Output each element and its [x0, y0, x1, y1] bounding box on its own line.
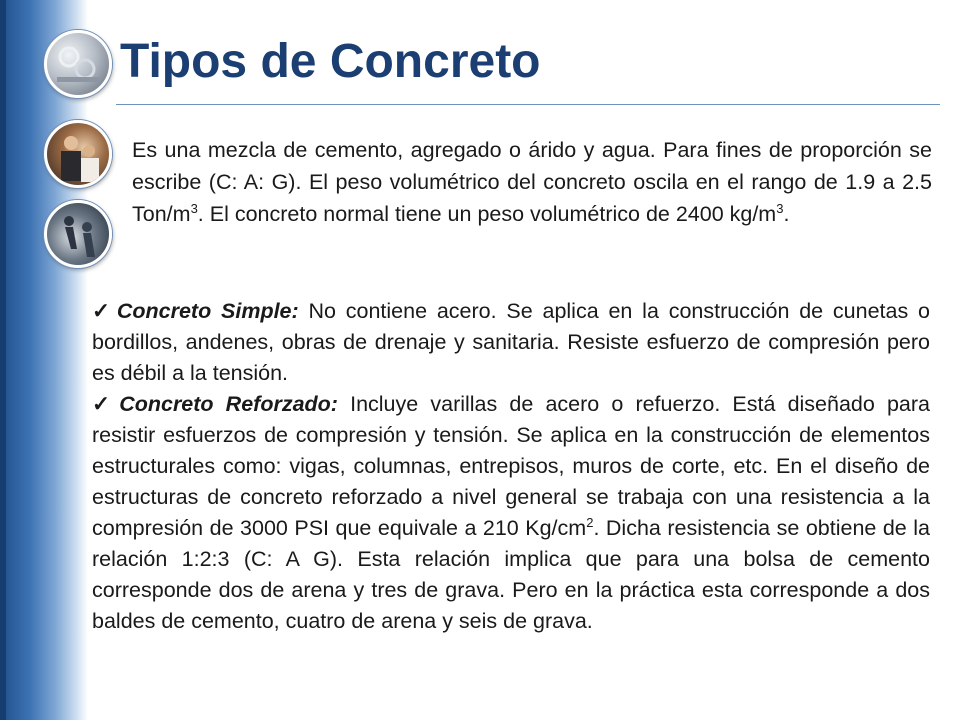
- left-strip-edge: [0, 0, 6, 720]
- list-item-concreto-reforzado: ✓ Concreto Reforzado: Incluye varillas de acero o refuerzo. Está diseñado para resistir esfuerzos de compresión y tensión. Se aplica en la construcción de elementos estructurales como: vigas, columnas, entrepisos, muros de corte, etc. En el diseño de estructuras de concreto reforzado a nivel general se trabaja con una resistencia a la compresión de 3000 PSI que equivale a 210 $Kg/cm^2$. Dicha resistencia se obtiene de la relación 1:2:3 (C: A G). Esta relación implica que para una bolsa de cemento corresponde dos de arena y tres de grava. Pero en la práctica esta corresponde a dos baldes de cemento, cuatro de arena y seis de grava.: [92, 392, 931, 633]
- title-divider: [116, 104, 940, 105]
- list-item-concreto-simple: ✓ Concreto Simple: No contiene acero. Se aplica en la construcción de cunetas o bordillos, andenes, obras de drenaje y sanitaria. Resiste esfuerzo de compresión pero es débil a la tensión.: [92, 299, 930, 385]
- concrete-types-list: [92, 296, 930, 637]
- checkmark-icon: ✓: [92, 299, 114, 323]
- checkmark-icon: ✓: [92, 392, 117, 416]
- steel-pipes-photo: [44, 30, 112, 98]
- left-decorative-strip: [0, 0, 88, 720]
- term-concreto-reforzado: Concreto Reforzado:: [119, 392, 338, 416]
- slide-title: Tipos de Concreto: [120, 35, 541, 88]
- term-concreto-simple: Concreto Simple:: [116, 299, 299, 323]
- walking-people-photo: [44, 200, 112, 268]
- business-people-photo: [44, 120, 112, 188]
- intro-paragraph: Es una mezcla de cemento, agregado o árido y agua. Para fines de proporción se escribe (C: A: G). El peso volumétrico del concreto oscila en el rango de 1.9 a 2.5 Ton/$m^3$. El concreto normal tiene un peso volumétrico de 2400 $kg/m^3$.: [132, 138, 932, 226]
